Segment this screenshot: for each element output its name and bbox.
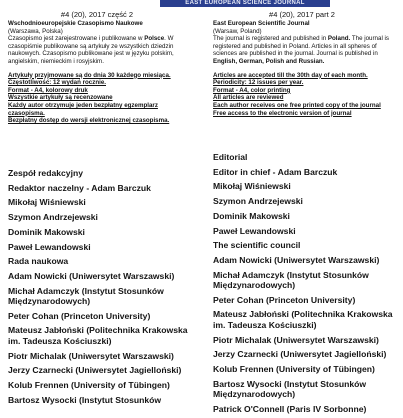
journal-name-pl: Wschodnioeuropejskie Czasopismo Naukowe xyxy=(8,20,143,27)
description-text: Czasopismo jest zarejestrowane i publikowane w xyxy=(8,35,145,43)
council-member: Jerzy Czarnecki (Uniwersytet Jagielloński) xyxy=(8,365,182,376)
council-member: Adam Nowicki (Uniwersytet Warszawski) xyxy=(8,270,175,281)
rule-item: Częstotliwość: 12 wydań rocznie. xyxy=(8,79,106,87)
journal-description-pl xyxy=(8,35,186,65)
rule-item: Each author receives one free printed copy of the journal xyxy=(213,101,381,109)
rule-item: Format - A4, kolorowy druk xyxy=(8,86,88,94)
english-column xyxy=(213,10,391,117)
council-member: Peter Cohan (Princeton University) xyxy=(213,294,356,305)
council-member: Adam Nowicki (Uniwersytet Warszawski) xyxy=(213,254,380,265)
editor-member: Paweł Lewandowski xyxy=(8,241,91,252)
rule-item: Wszystkie artykuły są recenzowane xyxy=(8,94,113,102)
council-member: Piotr Michalak (Uniwersytet Warszawski) xyxy=(213,334,379,345)
council-member: Bartosz Wysocki (Instytut Stosunków xyxy=(8,394,162,405)
council-member: Mateusz Jabłoński (Politechnika Krakowska im. Tadeusza Kościuszki) xyxy=(213,309,393,330)
polish-column xyxy=(8,10,186,125)
description-text: The journal is registered and published in xyxy=(213,35,328,43)
description-country: Poland. xyxy=(327,35,351,43)
council-member: Kolub Frennen (University of Tübingen) xyxy=(8,379,170,390)
issue-number-pl: #4 (20), 2017 część 2 xyxy=(60,10,134,19)
description-country: Polsce xyxy=(144,35,165,43)
council-member: Patrick O'Connell (Paris IV Sorbonne) xyxy=(213,403,367,414)
journal-location-pl: (Warszawa, Polska) xyxy=(8,27,63,35)
editorial-board-pl xyxy=(8,168,198,409)
submission-rules-en xyxy=(213,72,391,118)
submission-rules-pl xyxy=(8,72,186,125)
editorial-heading: Zespół redakcyjny xyxy=(8,168,83,178)
council-member: Michał Adamczyk (Instytut Stosunków Międzynarodowych) xyxy=(213,269,369,291)
description-text: The journal is registered and published in Poland. Articles in all spheres of sciences are published in the journal. Journal is published in xyxy=(213,35,390,58)
rule-item: Artykuły przyjmowane są do dnia 30 każdego miesiąca. xyxy=(8,71,171,79)
rule-item: Articles are accepted till the 30th day of each month. xyxy=(213,71,368,79)
journal-name-en: East European Scientific Journal xyxy=(213,20,310,27)
council-member: Bartosz Wysocki (Instytut Stosunków Międzynarodowych) xyxy=(213,378,367,400)
council-heading: Rada naukowa xyxy=(8,256,69,267)
editor-in-chief: Redaktor naczelny - Adam Barczuk xyxy=(8,182,151,193)
editor-member: Paweł Lewandowski xyxy=(213,225,296,236)
editor-member: Dominik Makowski xyxy=(213,210,290,221)
council-member: Michał Adamczyk (Instytut Stosunków Międzynarodowych) xyxy=(8,285,164,307)
editor-member: Szymon Andrzejewski xyxy=(213,196,303,207)
council-member: Peter Cohan (Princeton University) xyxy=(8,310,151,321)
journal-location-en: (Warsaw, Poland) xyxy=(213,27,262,35)
rule-item: Każdy autor otrzymuje jeden bezpłatny egzemplarz czasopisma. xyxy=(8,101,158,117)
description-languages: English, German, Polish and Russian. xyxy=(213,57,325,65)
rule-item: All articles are reviewed xyxy=(213,94,284,102)
editor-member: Mikołaj Wiśniewski xyxy=(213,181,291,192)
issue-number-en: #4 (20), 2017 part 2 xyxy=(269,10,335,19)
description-text: . W czasopiśmie publikowane są artykuły ze wszystkich dziedzin naukowych. Czasopismo publikowane jest w języku polskim, angielskim, niemieckim i rosyjskim. xyxy=(8,35,174,65)
rule-item: Free access to the electronic version of journal xyxy=(213,109,352,117)
council-member: Piotr Michalak (Uniwersytet Warszawski) xyxy=(8,350,174,361)
editor-member: Szymon Andrzejewski xyxy=(8,212,98,223)
journal-banner: EAST EUROPEAN SCIENCE JOURNAL xyxy=(160,0,330,7)
editorial-board-en xyxy=(213,152,403,418)
editor-member: Dominik Makowski xyxy=(8,226,85,237)
editor-member: Mikołaj Wiśniewski xyxy=(8,197,86,208)
journal-description-en xyxy=(213,35,391,65)
council-member: Mateusz Jabłoński (Politechnika Krakowska im. Tadeusza Kościuszki) xyxy=(8,325,188,346)
council-heading: The scientific council xyxy=(213,240,301,251)
rule-item: Format - A4, color printing xyxy=(213,86,291,94)
editorial-heading: Editorial xyxy=(213,152,248,162)
council-member: Kolub Frennen (University of Tübingen) xyxy=(213,363,375,374)
council-member: Jerzy Czarnecki (Uniwersytet Jagielloński) xyxy=(213,349,387,360)
rule-item: Bezpłatny dostęp do wersji elektronicznej czasopisma. xyxy=(8,117,170,125)
rule-item: Periodicity: 12 issues per year. xyxy=(213,79,304,87)
editor-in-chief: Editor in chief - Adam Barczuk xyxy=(213,166,338,177)
